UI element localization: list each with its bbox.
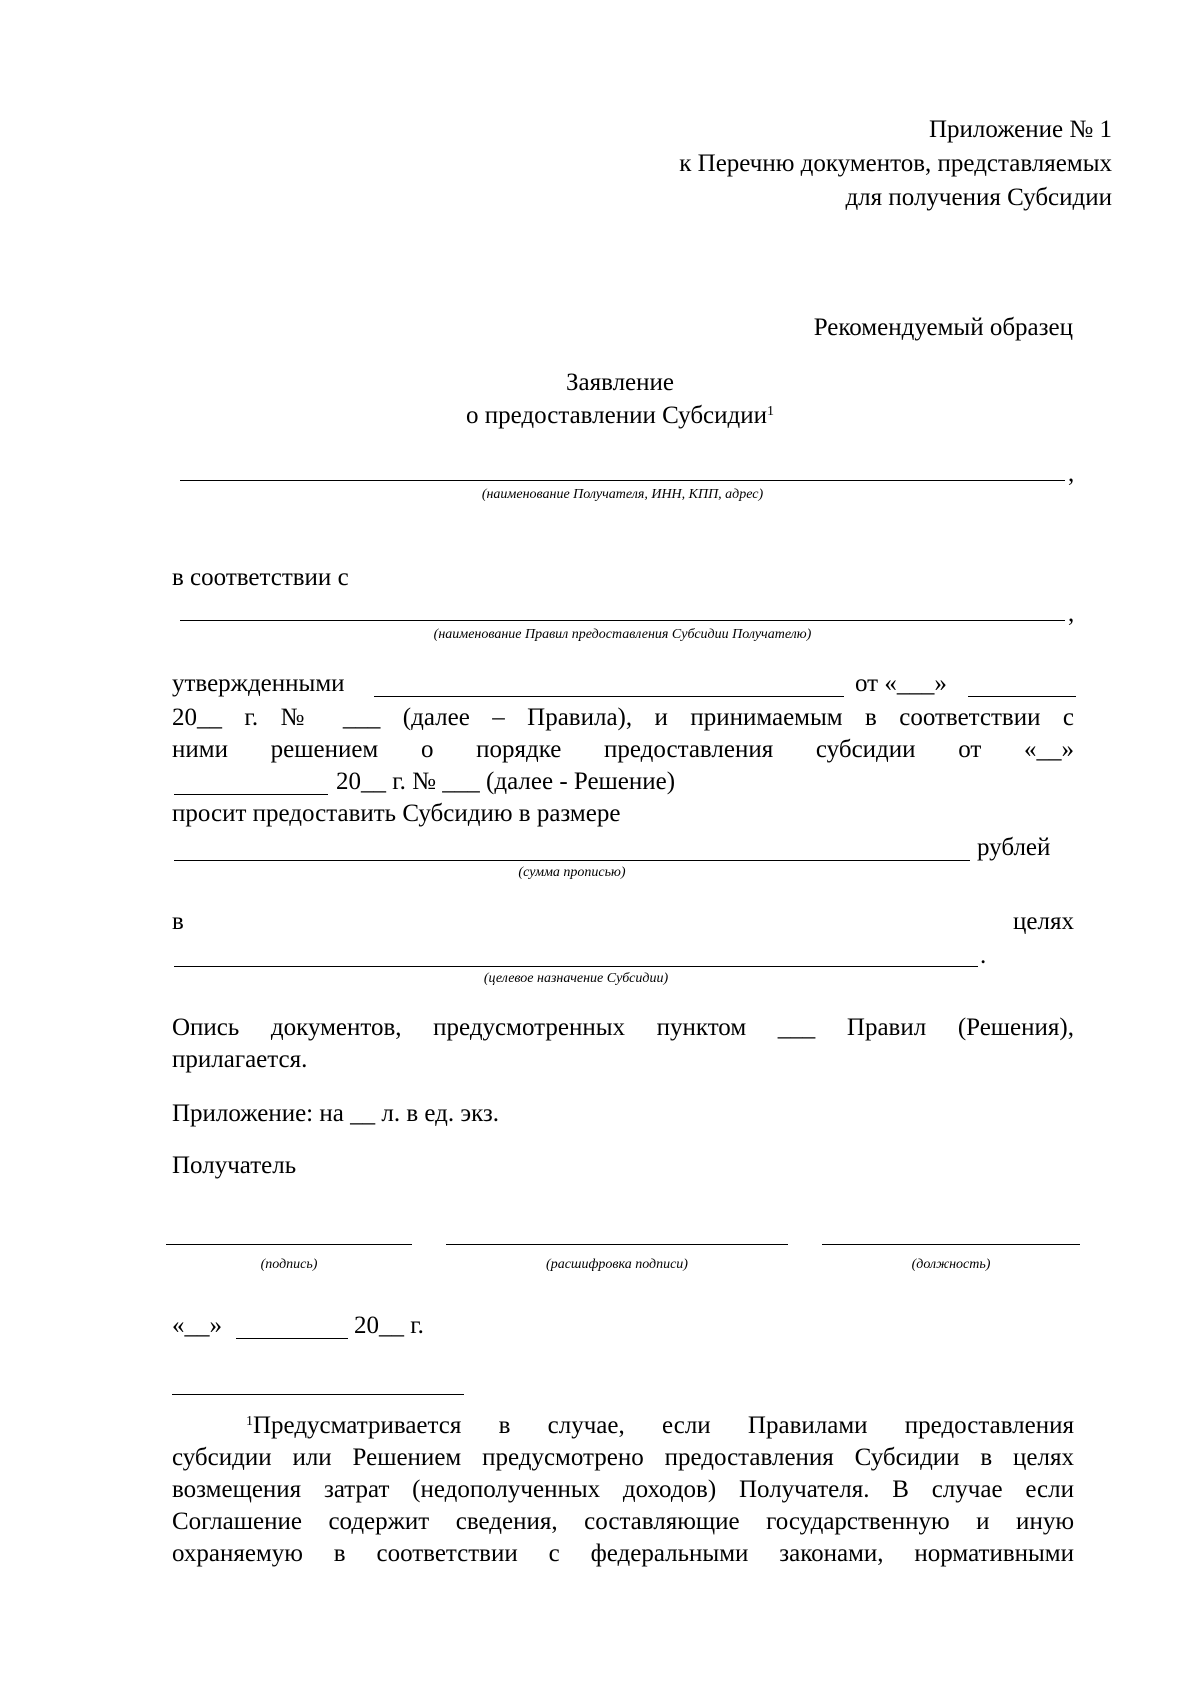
appendix-reference: к Перечню документов, представляемых <box>679 150 1112 177</box>
date-month-line[interactable] <box>236 1338 348 1339</box>
footnote-separator <box>172 1394 464 1395</box>
signature-decode-caption: (расшифровка подписи) <box>546 1257 688 1272</box>
comma: , <box>1068 460 1075 487</box>
rules-caption: (наименование Правил предоставления Субсидии Получателю) <box>433 627 812 642</box>
appendix-number: Приложение № 1 <box>928 116 1112 143</box>
purposes-text: целях <box>1013 908 1074 935</box>
in-text: в <box>172 908 184 935</box>
in-accordance-text: в соответствии с <box>172 564 349 591</box>
footnote-line-2: субсидии или Решением предусмотрено предоставления Субсидии в целях <box>172 1444 1074 1471</box>
approval-month-line[interactable] <box>968 696 1076 697</box>
approver-field-line[interactable] <box>374 696 844 697</box>
position-caption: (должность) <box>911 1257 991 1272</box>
date-day: «__» <box>172 1312 222 1339</box>
footnote-mark: 1 <box>246 1414 253 1429</box>
signature-line[interactable] <box>166 1244 412 1245</box>
request-text: просит предоставить Субсидию в размере <box>172 800 621 827</box>
approved-text: утвержденными <box>172 670 345 697</box>
sample-label: Рекомендуемый образец <box>813 314 1073 341</box>
recipient-caption: (наименование Получателя, ИНН, КПП, адрес) <box>481 487 764 502</box>
footnote-line-3: возмещения затрат (недополученных доходов) Получателя. В случае если <box>172 1476 1074 1503</box>
document-title: Заявление <box>565 369 675 396</box>
rubles-text: рублей <box>977 834 1051 861</box>
date-year: 20__ г. <box>354 1312 424 1339</box>
footnote-reference: 1 <box>767 404 774 419</box>
recipient-field-line[interactable] <box>180 480 1065 481</box>
sum-field-line[interactable] <box>174 860 970 861</box>
footnote-line-5: охраняемую в соответствии с федеральными законами, нормативными <box>172 1540 1074 1567</box>
rules-field-line[interactable] <box>180 620 1065 621</box>
rules-number-line: 20__ г. № ___ (далее – Правила), и принимаемым в соответствии с <box>172 704 1074 731</box>
signature-decode-line[interactable] <box>446 1244 788 1245</box>
decision-line: ними решением о порядке предоставления субсидии от «__» <box>172 736 1074 763</box>
footnote-line-1: $^1$Предусматривается в случае, если Правилами предоставления <box>246 1412 1074 1439</box>
decision-number-text: 20__ г. № ___ (далее - Решение) <box>336 768 676 795</box>
period: . <box>980 942 987 969</box>
appendix-purpose: для получения Субсидии <box>845 184 1112 211</box>
purpose-field-line[interactable] <box>174 966 978 967</box>
signature-caption: (подпись) <box>260 1257 318 1272</box>
footnote-line-4: Соглашение содержит сведения, составляющие государственную и иную <box>172 1508 1074 1535</box>
purpose-caption: (целевое назначение Субсидии) <box>483 971 669 986</box>
from-text: от «___» <box>855 670 947 697</box>
position-line[interactable] <box>822 1244 1080 1245</box>
inventory-text-end: прилагается. <box>172 1046 308 1073</box>
document-subtitle: о предоставлении Субсидии$^1$ <box>466 402 774 429</box>
sum-caption: (сумма прописью) <box>518 865 626 880</box>
decision-month-line[interactable] <box>174 794 328 795</box>
attachment-text: Приложение: на __ л. в ед. экз. <box>172 1100 500 1127</box>
comma: , <box>1068 600 1075 627</box>
inventory-text: Опись документов, предусмотренных пунктом ___ Правил (Решения), <box>172 1014 1074 1041</box>
recipient-label: Получатель <box>172 1152 297 1179</box>
